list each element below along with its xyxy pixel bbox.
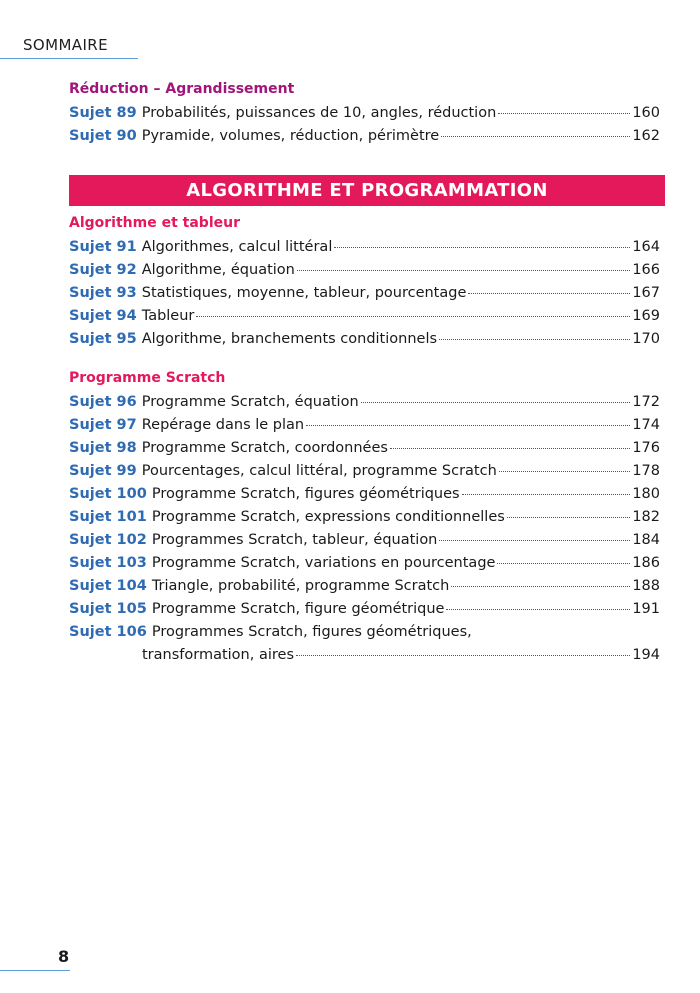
dot-leader bbox=[498, 100, 630, 114]
page-ref: 186 bbox=[632, 555, 660, 571]
subject-number: Sujet 102 bbox=[69, 532, 147, 548]
subject-number: Sujet 103 bbox=[69, 555, 147, 571]
toc-entry[interactable] bbox=[69, 460, 660, 483]
subject-number: Sujet 96 bbox=[69, 394, 137, 410]
dot-leader bbox=[497, 550, 630, 564]
dot-leader bbox=[306, 412, 630, 426]
dot-leader bbox=[507, 504, 631, 518]
page-ref: 169 bbox=[632, 308, 660, 324]
subject-number: Sujet 100 bbox=[69, 486, 147, 502]
entry-title: Programme Scratch, figures géométriques bbox=[151, 486, 460, 502]
dot-leader bbox=[439, 527, 630, 541]
dot-leader bbox=[499, 458, 631, 472]
toc-entry[interactable] bbox=[69, 437, 660, 460]
section-heading-reduction: Réduction – Agrandissement bbox=[69, 81, 295, 97]
entry-title: Algorithme, branchements conditionnels bbox=[141, 331, 438, 347]
page-ref: 164 bbox=[632, 239, 660, 255]
entry-title: Programme Scratch, coordonnées bbox=[141, 440, 388, 456]
footer-rule bbox=[0, 970, 70, 971]
subject-number: Sujet 93 bbox=[69, 285, 137, 301]
subject-number: Sujet 101 bbox=[69, 509, 147, 525]
toc-entry[interactable] bbox=[69, 305, 660, 328]
entry-title: Triangle, probabilité, programme Scratch bbox=[151, 578, 450, 594]
toc-entry[interactable] bbox=[69, 414, 660, 437]
page-ref: 176 bbox=[632, 440, 660, 456]
entry-title: Repérage dans le plan bbox=[141, 417, 305, 433]
toc-entry[interactable] bbox=[69, 529, 660, 552]
dot-leader bbox=[296, 642, 630, 656]
subject-number: Sujet 91 bbox=[69, 239, 137, 255]
subject-number: Sujet 106 bbox=[69, 624, 147, 640]
subject-number: Sujet 89 bbox=[69, 105, 137, 121]
toc-entry[interactable] bbox=[69, 328, 660, 351]
toc-entry-continuation[interactable] bbox=[142, 644, 660, 667]
subject-number: Sujet 105 bbox=[69, 601, 147, 617]
entry-title-continuation: transformation, aires bbox=[142, 647, 294, 663]
subject-number: Sujet 97 bbox=[69, 417, 137, 433]
page-ref: 162 bbox=[632, 128, 660, 144]
toc-entry[interactable] bbox=[69, 391, 660, 414]
dot-leader bbox=[390, 435, 630, 449]
header-rule bbox=[0, 58, 138, 59]
subject-number: Sujet 90 bbox=[69, 128, 137, 144]
dot-leader bbox=[361, 389, 631, 403]
toc-entry[interactable] bbox=[69, 236, 660, 259]
page-ref: 166 bbox=[632, 262, 660, 278]
entry-title: Algorithme, équation bbox=[141, 262, 295, 278]
page-ref: 167 bbox=[632, 285, 660, 301]
section-banner-title: ALGORITHME ET PROGRAMMATION bbox=[186, 180, 548, 201]
dot-leader bbox=[451, 573, 630, 587]
page-ref: 174 bbox=[632, 417, 660, 433]
page-ref: 160 bbox=[632, 105, 660, 121]
page-ref: 182 bbox=[632, 509, 660, 525]
dot-leader bbox=[297, 257, 630, 271]
section-heading-algo-tableur: Algorithme et tableur bbox=[69, 215, 240, 231]
toc-entry[interactable] bbox=[69, 259, 660, 282]
page-ref: 191 bbox=[632, 601, 660, 617]
entry-title: Probabilités, puissances de 10, angles, réduction bbox=[141, 105, 497, 121]
entry-title: Statistiques, moyenne, tableur, pourcentage bbox=[141, 285, 467, 301]
toc-entry[interactable] bbox=[69, 598, 660, 621]
dot-leader bbox=[446, 596, 630, 610]
entry-title: Programme Scratch, figure géométrique bbox=[151, 601, 445, 617]
page-ref: 178 bbox=[632, 463, 660, 479]
section-banner bbox=[69, 175, 665, 206]
toc-entry[interactable] bbox=[69, 125, 660, 148]
entry-title: Pyramide, volumes, réduction, périmètre bbox=[141, 128, 440, 144]
subject-number: Sujet 94 bbox=[69, 308, 137, 324]
page-ref: 194 bbox=[632, 647, 660, 663]
toc-entry[interactable] bbox=[69, 506, 660, 529]
page-ref: 184 bbox=[632, 532, 660, 548]
section-heading-scratch: Programme Scratch bbox=[69, 370, 226, 386]
toc-entry[interactable] bbox=[69, 621, 660, 644]
entry-title: Programme Scratch, expressions conditionnelles bbox=[151, 509, 505, 525]
toc-entry[interactable] bbox=[69, 552, 660, 575]
page-ref: 172 bbox=[632, 394, 660, 410]
dot-leader bbox=[439, 326, 630, 340]
header-title: SOMMAIRE bbox=[23, 36, 108, 54]
toc-entry[interactable] bbox=[69, 102, 660, 125]
entry-title: Pourcentages, calcul littéral, programme Scratch bbox=[141, 463, 497, 479]
entry-title: Programme Scratch, variations en pourcentage bbox=[151, 555, 496, 571]
page-number: 8 bbox=[58, 947, 70, 966]
entry-title: Programmes Scratch, tableur, équation bbox=[151, 532, 438, 548]
subject-number: Sujet 98 bbox=[69, 440, 137, 456]
subject-number: Sujet 95 bbox=[69, 331, 137, 347]
dot-leader bbox=[334, 234, 630, 248]
subject-number: Sujet 104 bbox=[69, 578, 147, 594]
toc-entry[interactable] bbox=[69, 282, 660, 305]
page-ref: 180 bbox=[632, 486, 660, 502]
page-ref: 170 bbox=[632, 331, 660, 347]
dot-leader bbox=[468, 280, 630, 294]
toc-entry[interactable] bbox=[69, 575, 660, 598]
entry-title: Programmes Scratch, figures géométriques, bbox=[151, 624, 472, 640]
dot-leader bbox=[441, 123, 630, 137]
entry-title: Programme Scratch, équation bbox=[141, 394, 359, 410]
page-ref: 188 bbox=[632, 578, 660, 594]
subject-number: Sujet 99 bbox=[69, 463, 137, 479]
toc-entry[interactable] bbox=[69, 483, 660, 506]
subject-number: Sujet 92 bbox=[69, 262, 137, 278]
entry-title: Algorithmes, calcul littéral bbox=[141, 239, 333, 255]
dot-leader bbox=[462, 481, 631, 495]
dot-leader bbox=[196, 303, 630, 317]
entry-title: Tableur bbox=[141, 308, 195, 324]
